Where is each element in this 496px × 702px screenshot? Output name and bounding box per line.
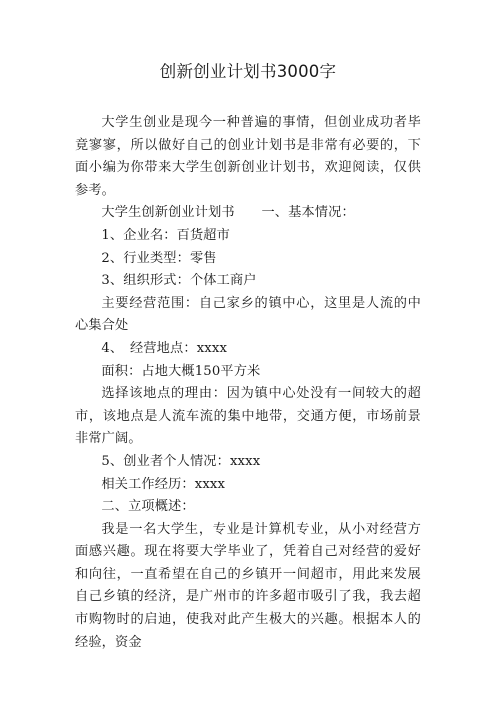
paragraph-industry-type: 2、行业类型：零售 [101, 250, 217, 266]
paragraph-work-experience: 相关工作经历：xxxx [101, 476, 226, 492]
paragraph-project-overview-body: 我是一名大学生，专业是计算机专业，从小对经营方面感兴趣。现在将要大学毕业了，凭着自己对经营的爱好和向往，一直希望在自己的乡镇开一间超市，用此来发展自己乡镇的经济，是广州市的许多超市吸引了我，我去超市购物时的启迪，使我对此产生极大的兴趣。根据本人的经验，资金 [75, 521, 421, 650]
paragraph-plan-heading: 大学生创新创业计划书 一、基本情况： [101, 205, 355, 221]
paragraph-location-reason: 选择该地点的理由：因为镇中心处没有一间较大的超市，该地点是人流车流的集中地带，交通方便，市场前景非常广阔。 [75, 386, 421, 447]
paragraph-area: 面积：占地大概150平方米 [101, 363, 261, 379]
document-body [75, 112, 421, 654]
paragraph-project-overview-heading: 二、立项概述： [101, 499, 195, 515]
paragraph-business-scope: 主要经营范围：自己家乡的镇中心，这里是人流的中心集合处 [75, 295, 421, 334]
document-title: 创新创业计划书3000字 [159, 62, 337, 81]
paragraph-founder-info: 5、创业者个人情况：xxxx [101, 453, 261, 469]
paragraph-intro: 大学生创业是现今一种普遍的事情，但创业成功者毕竟寥寥，所以做好自己的创业计划书是非常有必要的，下面小编为你带来大学生创新创业计划书，欢迎阅读，仅供参考。 [75, 115, 421, 198]
paragraph-business-location: 4、 经营地点：xxxx [101, 340, 228, 356]
paragraph-company-name: 1、企业名：百货超市 [101, 227, 230, 243]
paragraph-organization-form: 3、组织形式：个体工商户 [101, 273, 257, 289]
